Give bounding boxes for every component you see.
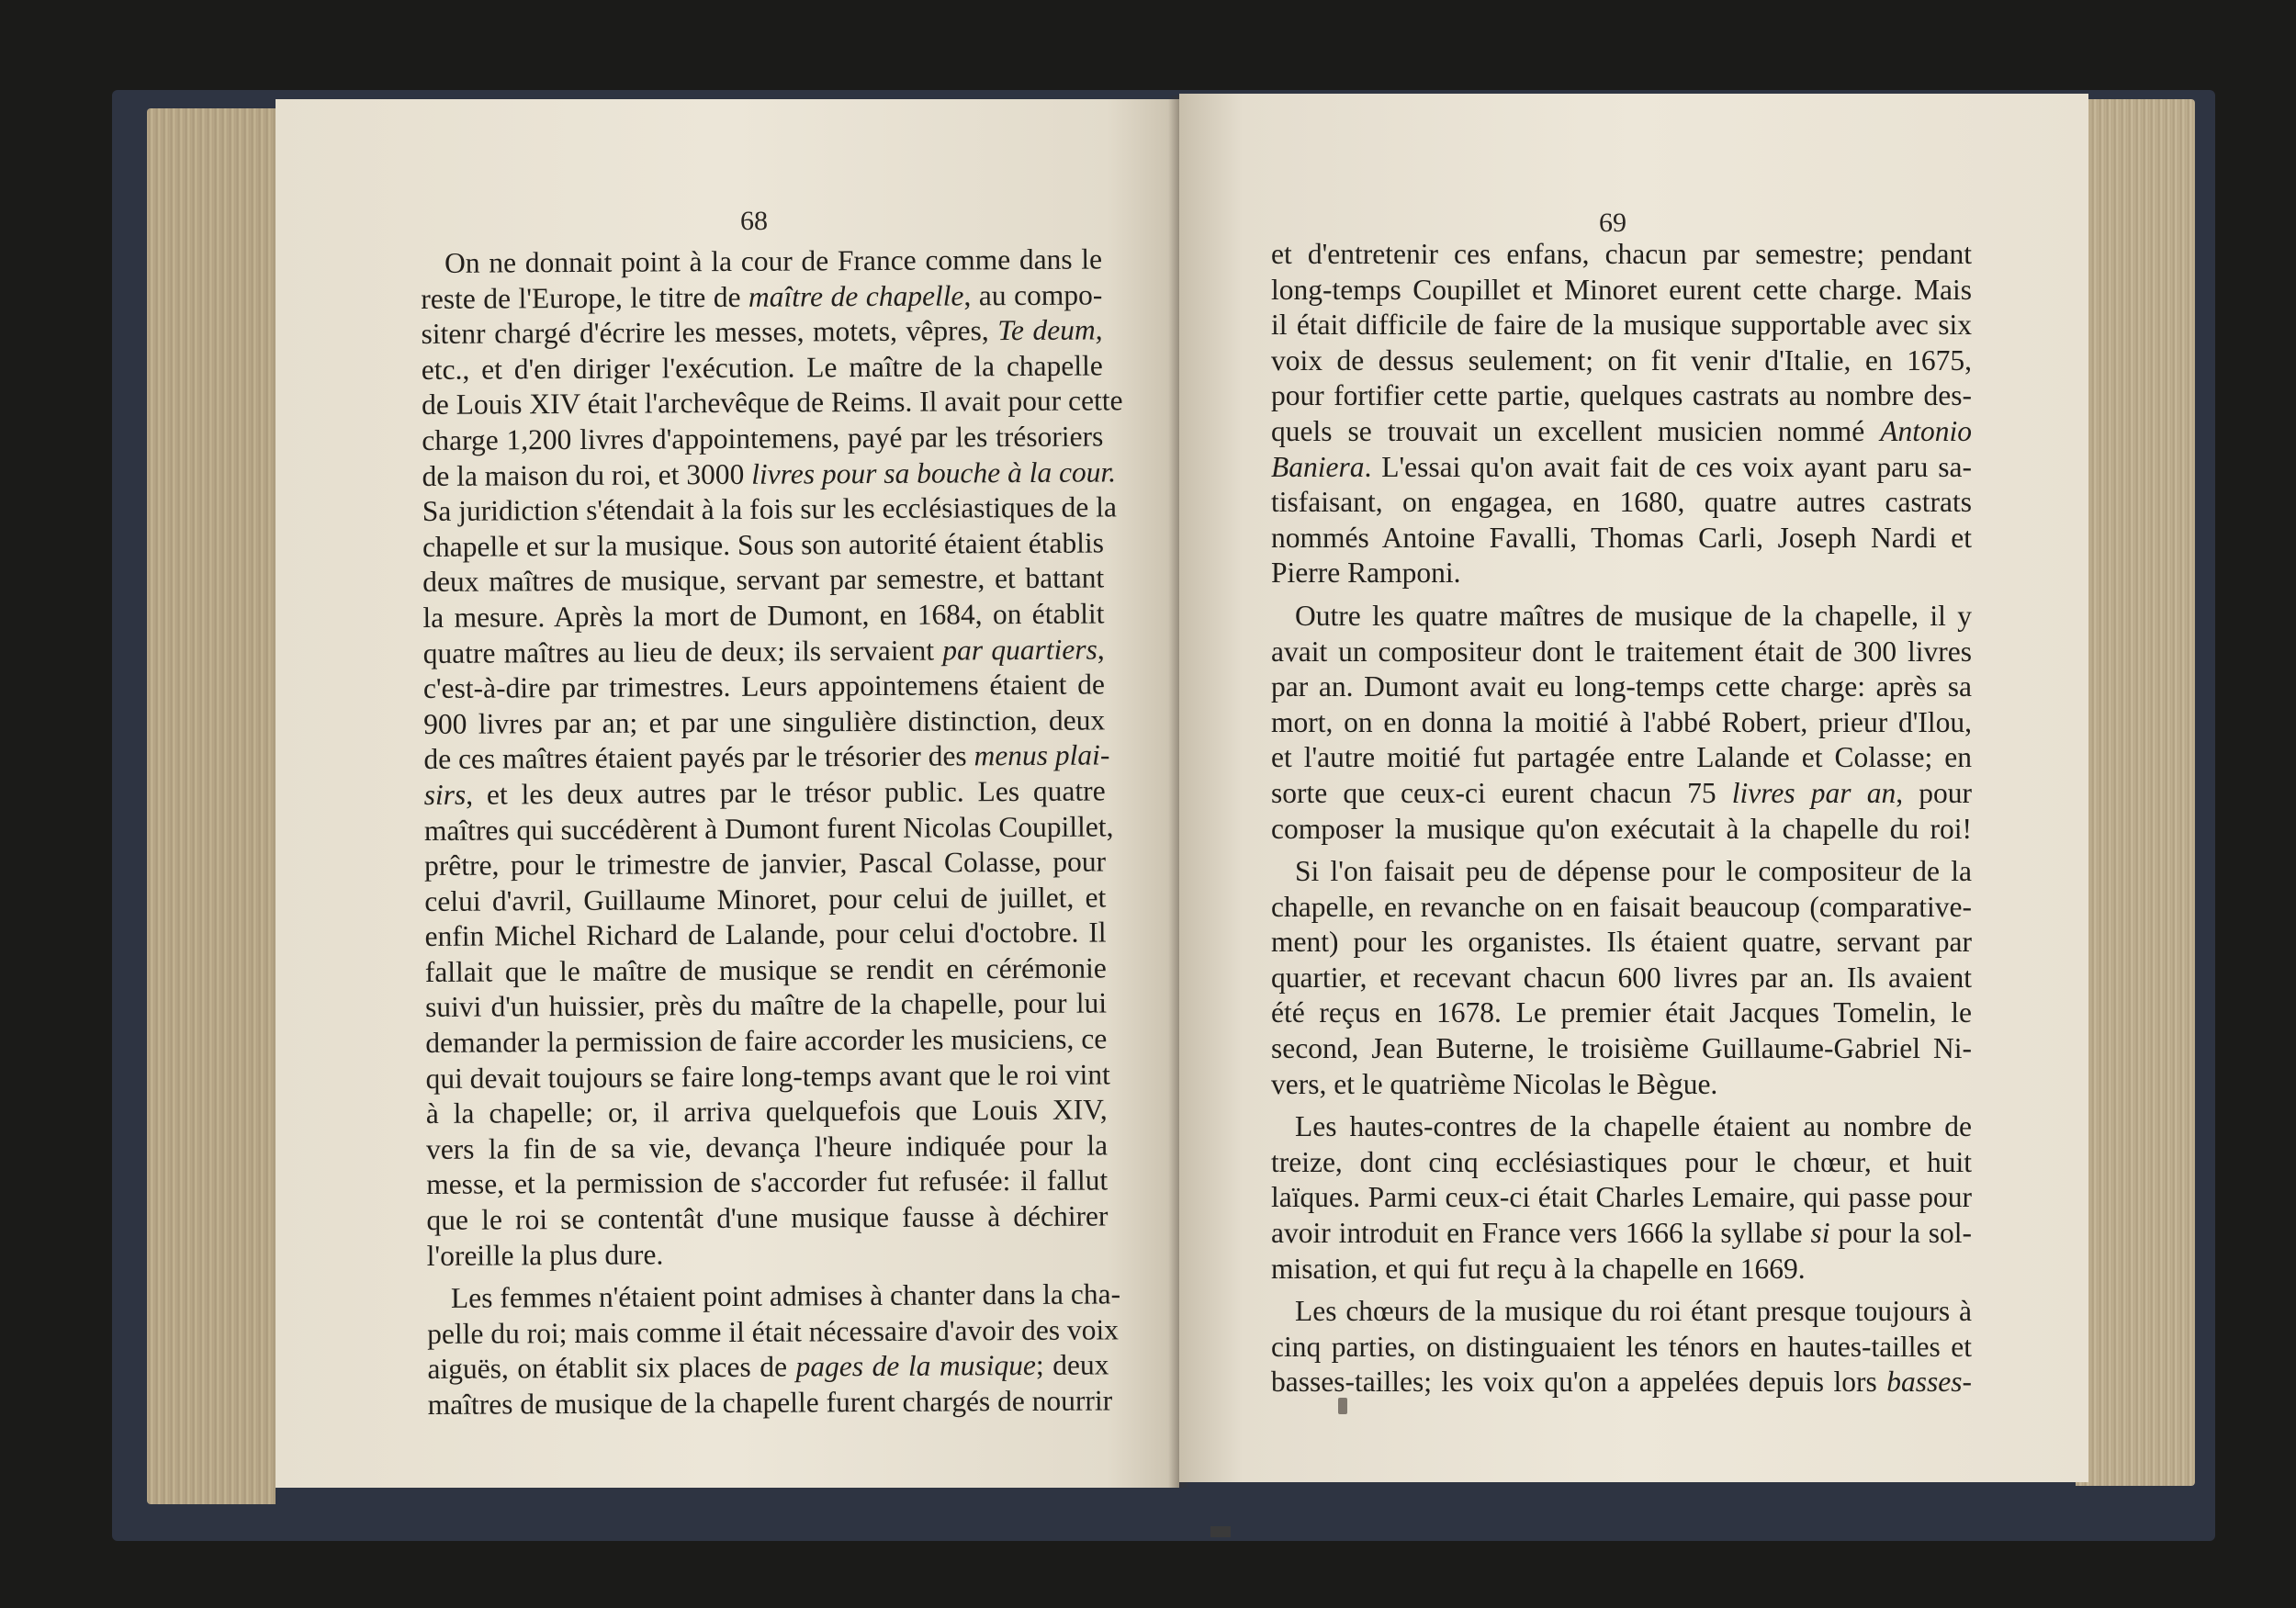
paragraph (427, 1277, 1121, 1423)
text-line: suivi d'un huissier, près du maître de la chapelle, pour lui (424, 986, 1108, 1024)
paragraph (1271, 599, 1972, 847)
text-line: que le roi se contentât d'une musique fausse à déchirer (426, 1199, 1109, 1237)
left-page-edges (147, 108, 276, 1504)
text-line: Outre les quatre maîtres de musique de la chapelle, il y (1295, 599, 1972, 632)
text-line: sirs, et les deux autres par le trésor public. Les quatre (423, 774, 1106, 811)
text-line: de ces maîtres étaient payés par le trésorier des menus plai- (423, 738, 1110, 776)
text-line: composer la musique qu'on exécutait à la chapelle du roi! (1271, 812, 1972, 845)
text-line: l'oreille la plus dure. (426, 1238, 664, 1272)
text-line: quatre maîtres au lieu de deux; ils servaient par quartiers, (422, 632, 1105, 669)
text-line: et l'autre moitié fut partagée entre Lalande et Colasse; en (1271, 741, 1972, 774)
text-line: avait un compositeur dont le traitement était de 300 livres (1271, 635, 1972, 668)
text-line: etc., et d'en diriger l'exécution. Le maître de la chapelle (421, 349, 1103, 386)
text-line: quels se trouvait un excellent musicien nommé Antonio (1271, 414, 1972, 447)
ink-mark (1338, 1398, 1347, 1414)
text-line: reste de l'Europe, le titre de maître de chapelle, au compo- (421, 278, 1103, 315)
page-number-right: 69 (1599, 208, 1626, 238)
text-line: long-temps Coupillet et Minoret eurent cette charge. Mais (1271, 273, 1972, 306)
text-line: celui d'avril, Guillaume Minoret, pour celui de juillet, et (424, 881, 1107, 917)
text-line: maîtres de musique de la chapelle furent chargés de nourrir (427, 1384, 1113, 1421)
text-line: sitenr chargé d'écrire les messes, motets, vêpres, Te deum, (421, 313, 1103, 351)
paragraph (1271, 1109, 1972, 1287)
text-line: été reçus en 1678. Le premier était Jacques Tomelin, le (1271, 996, 1972, 1029)
text-line: Sa juridiction s'étendait à la fois sur les ecclésiastiques de la (422, 490, 1118, 528)
bookmark-tab (1210, 1526, 1231, 1537)
text-line: charge 1,200 livres d'appointemens, payé par les trésoriers (422, 420, 1104, 456)
text-line: second, Jean Buterne, le troisième Guillaume-Gabriel Ni- (1271, 1032, 1972, 1065)
text-line: misation, et qui fut reçu à la chapelle en 1669. (1271, 1252, 1806, 1285)
text-line: fallait que le maître de musique se rendit en cérémonie (424, 951, 1107, 988)
text-line: de la maison du roi, et 3000 livres pour sa bouche à la cour. (422, 455, 1117, 492)
text-line: Baniera. L'essai qu'on avait fait de ces voix ayant paru sa- (1271, 450, 1972, 483)
text-line: aiguës, on établit six places de pages de la musique; deux (427, 1348, 1109, 1386)
text-line: enfin Michel Richard de Lalande, pour celui d'octobre. Il (424, 916, 1107, 953)
text-line: à la chapelle; or, il arriva quelquefois que Louis XIV, (425, 1093, 1108, 1130)
text-line: pelle du roi; mais comme il était nécessaire d'avoir des voix (427, 1313, 1120, 1350)
text-line: ment) pour les organistes. Ils étaient quatre, servant par (1271, 926, 1972, 959)
text-line: quartier, et recevant chacun 600 livres par an. Ils avaient (1271, 961, 1972, 994)
text-line: c'est-à-dire par trimestres. Leurs appointemens étaient de (422, 668, 1106, 705)
text-line: Les femmes n'étaient point admises à chanter dans la cha- (450, 1277, 1121, 1315)
text-line: par an. Dumont avait eu long-temps cette charge: après sa (1271, 670, 1972, 703)
text-line: prêtre, pour le trimestre de janvier, Pascal Colasse, pour (424, 845, 1107, 883)
text-line: la mesure. Après la mort de Dumont, en 1684, on établit (422, 597, 1105, 634)
paragraph (421, 242, 1123, 1274)
left-page (276, 99, 1179, 1488)
text-line: Pierre Ramponi. (1271, 557, 1461, 590)
text-line: demander la permission de faire accorder les musiciens, ce (425, 1022, 1108, 1060)
text-line: chapelle, en revanche on en faisait beaucoup (comparative- (1271, 890, 1972, 923)
text-line: cinq parties, on distinguaient les ténors en hautes-tailles et (1271, 1330, 1972, 1363)
text-line: avoir introduit en France vers 1666 la syllabe si pour la sol- (1271, 1217, 1972, 1250)
paragraph (1271, 854, 1972, 1102)
text-line: pour fortifier cette partie, quelques castrats au nombre des- (1271, 379, 1972, 412)
paragraph (1271, 237, 1972, 591)
text-line: messe, et la permission de s'accorder fut refusée: il fallut (426, 1164, 1109, 1201)
text-line: mort, on en donna la moitié à l'abbé Robert, prieur d'Ilou, (1271, 705, 1972, 738)
text-line: vers la fin de sa vie, devança l'heure indiquée pour la (425, 1129, 1109, 1165)
text-line: On ne donnait point à la cour de France comme dans le (445, 242, 1103, 279)
text-line: chapelle et sur la musique. Sous son autorité étaient établis (422, 526, 1105, 563)
text-line: Les hautes-contres de la chapelle étaient au nombre de (1295, 1110, 1972, 1143)
right-page-text (1271, 237, 1972, 1400)
text-line: maîtres qui succédèrent à Dumont furent Nicolas Coupillet, (423, 809, 1114, 847)
text-line: de Louis XIV était l'archevêque de Reims. Il avait pour cette (421, 384, 1123, 422)
text-line: 900 livres par an; et par une singulière distinction, deux (423, 703, 1106, 740)
text-line: tisfaisant, on engagea, en 1680, quatre autres castrats (1271, 486, 1972, 519)
text-line: laïques. Parmi ceux-ci était Charles Lemaire, qui passe pour (1271, 1181, 1972, 1214)
text-line: qui devait toujours se faire long-temps avant que le roi vint (425, 1058, 1110, 1095)
right-page-edges (2076, 99, 2195, 1486)
right-page (1179, 94, 2088, 1482)
text-line: Si l'on faisait peu de dépense pour le compositeur de la (1295, 855, 1972, 888)
text-line: voix de dessus seulement; on fit venir d'Italie, en 1675, (1271, 343, 1972, 377)
text-line: et d'entretenir ces enfans, chacun par semestre; pendant (1271, 238, 1972, 270)
text-line: Les chœurs de la musique du roi étant presque toujours à (1295, 1295, 1972, 1328)
text-line: nommés Antoine Favalli, Thomas Carli, Joseph Nardi et (1271, 521, 1972, 554)
text-line: basses-tailles; les voix qu'on a appelées depuis lors basses- (1271, 1366, 1972, 1399)
page-number-left: 68 (740, 206, 768, 236)
text-line: sorte que ceux-ci eurent chacun 75 livres par an, pour (1271, 776, 1972, 809)
paragraph (1271, 1294, 1972, 1400)
text-line: deux maîtres de musique, servant par semestre, et battant (422, 561, 1105, 599)
text-line: vers, et le quatrième Nicolas le Bègue. (1271, 1067, 1718, 1100)
left-page-text (421, 242, 1123, 1422)
text-line: il était difficile de faire de la musique supportable avec six (1271, 309, 1972, 342)
text-line: treize, dont cinq ecclésiastiques pour le chœur, et huit (1271, 1145, 1972, 1178)
